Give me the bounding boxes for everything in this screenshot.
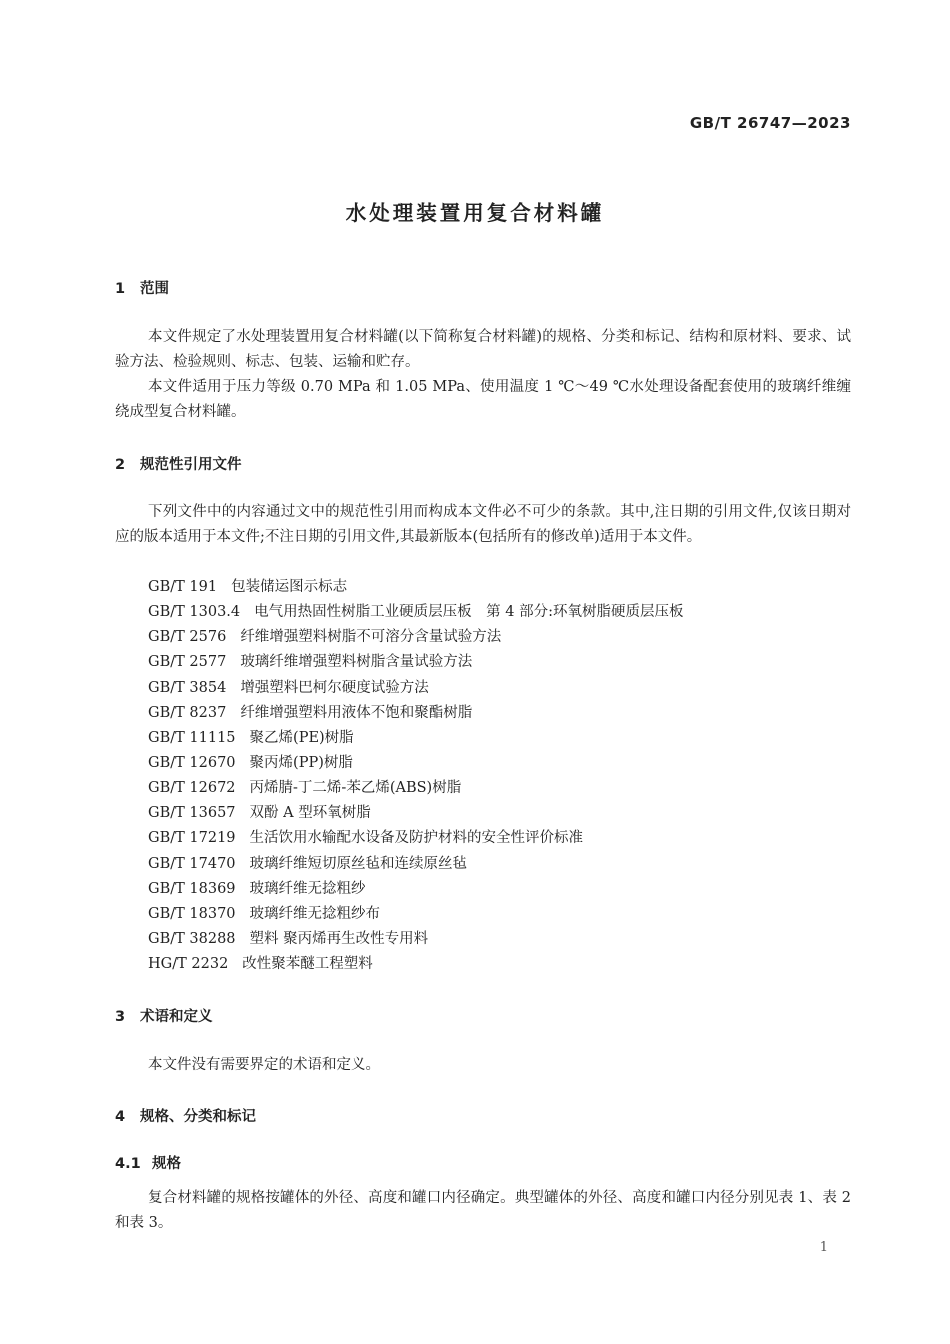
standard-code: GB/T 26747—2023 — [689, 114, 851, 132]
reference-list — [148, 575, 683, 977]
page-number: 1 — [819, 1240, 828, 1255]
reference-name: 玻璃纤维增强塑料树脂含量试验方法 — [240, 654, 473, 671]
reference-code: GB/T 191 — [148, 579, 218, 595]
reference-code: GB/T 2577 — [148, 654, 227, 671]
reference-code: GB/T 18369 — [148, 880, 236, 897]
section-title: 术语和定义 — [140, 1009, 213, 1025]
reference-name: 聚丙烯(PP)树脂 — [249, 754, 353, 771]
terms-paragraph: 本文件没有需要界定的术语和定义。 — [148, 1057, 380, 1073]
reference-name: 生活饮用水输配水设备及防护材料的安全性评价标准 — [249, 830, 584, 847]
reference-name: 纤维增强塑料用液体不饱和聚酯树脂 — [240, 704, 473, 721]
reference-item — [148, 826, 683, 851]
reference-item — [148, 776, 683, 801]
reference-name: 玻璃纤维无捻粗纱 — [249, 880, 366, 897]
reference-code: GB/T 8237 — [148, 704, 227, 721]
reference-name: 纤维增强塑料树脂不可溶分含量试验方法 — [240, 629, 502, 646]
references-intro: 下列文件中的内容通过文中的规范性引用而构成本文件必不可少的条款。其中,注日期的引用文件,仅该日期对应的版本适用于本文件;不注日期的引用文件,其最新版本(包括所有的修改单)适用于本文件。 — [115, 504, 851, 545]
section-title: 范围 — [140, 281, 169, 297]
reference-name: 双酚 A 型环氧树脂 — [249, 805, 371, 822]
reference-item — [148, 600, 683, 625]
reference-code: GB/T 17470 — [148, 855, 236, 872]
reference-name: 包装储运图示标志 — [231, 579, 348, 595]
reference-name: 改性聚苯醚工程塑料 — [242, 956, 373, 973]
section-number: 3 — [115, 1009, 126, 1025]
reference-code: GB/T 18370 — [148, 905, 236, 922]
specification-paragraph: 复合材料罐的规格按罐体的外径、高度和罐口内径确定。典型罐体的外径、高度和罐口内径分别见表 1、表 2 和表 3。 — [115, 1190, 851, 1231]
reference-item — [148, 575, 683, 600]
reference-code: GB/T 38288 — [148, 930, 236, 947]
reference-item — [148, 726, 683, 751]
reference-code: GB/T 11115 — [148, 729, 236, 746]
reference-item — [148, 927, 683, 952]
reference-name: 玻璃纤维无捻粗纱布 — [249, 905, 381, 922]
reference-item — [148, 952, 683, 977]
subsection-number: 4.1 — [115, 1156, 141, 1172]
reference-name: 玻璃纤维短切原丝毡和连续原丝毡 — [249, 855, 468, 872]
reference-name: 塑料 聚丙烯再生改性专用料 — [249, 930, 429, 947]
section-heading-classification — [115, 1105, 256, 1126]
reference-item — [148, 751, 683, 776]
reference-name: 增强塑料巴柯尔硬度试验方法 — [240, 679, 429, 696]
section-number: 1 — [115, 281, 126, 297]
reference-code: GB/T 13657 — [148, 805, 236, 822]
reference-item — [148, 877, 683, 902]
reference-item — [148, 801, 683, 826]
reference-code: GB/T 17219 — [148, 830, 236, 847]
section-heading-normative-references — [115, 453, 242, 474]
section-title: 规范性引用文件 — [140, 457, 242, 473]
section-number: 2 — [115, 457, 126, 473]
reference-item — [148, 902, 683, 927]
subsection-title: 规格 — [152, 1156, 181, 1172]
reference-code: GB/T 12672 — [148, 780, 236, 797]
section-heading-scope — [115, 277, 169, 298]
reference-item — [148, 852, 683, 877]
reference-code: GB/T 1303.4 — [148, 604, 241, 621]
document-title: 水处理装置用复合材料罐 — [345, 201, 605, 225]
subsection-heading-specification — [115, 1152, 181, 1173]
section-heading-terms — [115, 1005, 213, 1026]
reference-item — [148, 676, 683, 701]
reference-item — [148, 625, 683, 650]
reference-code: GB/T 3854 — [148, 679, 227, 696]
reference-code: GB/T 2576 — [148, 629, 227, 646]
reference-name: 电气用热固性树脂工业硬质层压板 第 4 部分:环氧树脂硬质层压板 — [254, 604, 684, 621]
reference-code: HG/T 2232 — [148, 956, 229, 973]
reference-name: 聚乙烯(PE)树脂 — [249, 729, 354, 746]
scope-paragraph-1: 本文件规定了水处理装置用复合材料罐(以下简称复合材料罐)的规格、分类和标记、结构和原材料、要求、试验方法、检验规则、标志、包装、运输和贮存。 — [115, 329, 851, 370]
reference-item — [148, 650, 683, 675]
reference-name: 丙烯腈-丁二烯-苯乙烯(ABS)树脂 — [249, 780, 462, 797]
scope-paragraph-2: 本文件适用于压力等级 0.70 MPa 和 1.05 MPa、使用温度 1 ℃～49 ℃水处理设备配套使用的玻璃纤维缠绕成型复合材料罐。 — [115, 379, 851, 420]
section-title: 规格、分类和标记 — [140, 1109, 256, 1125]
reference-item — [148, 701, 683, 726]
section-number: 4 — [115, 1109, 126, 1125]
reference-code: GB/T 12670 — [148, 754, 236, 771]
